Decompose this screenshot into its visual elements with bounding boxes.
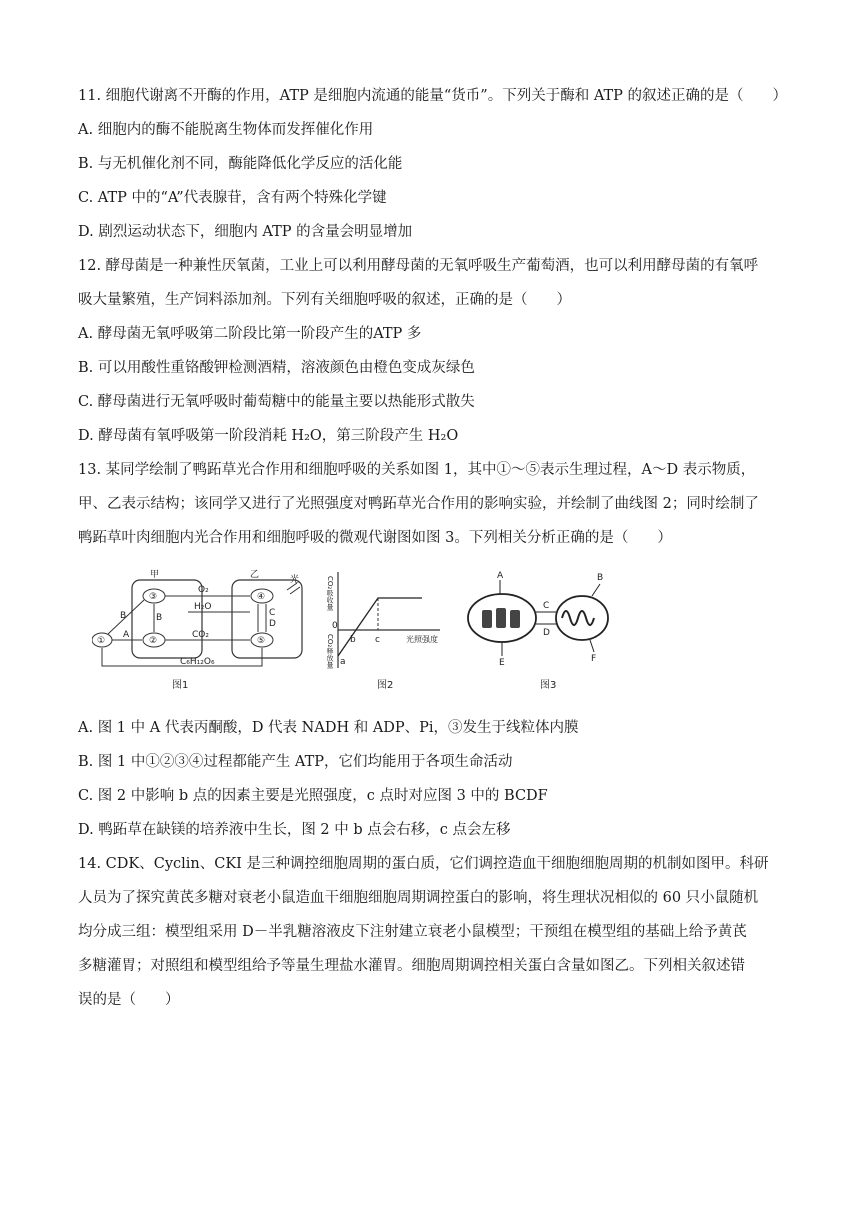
q14-stem-line-4: 多糖灌胃；对照组和模型组给予等量生理盐水灌胃。细胞周期调控相关蛋白含量如图乙。下列相关叙述错: [78, 958, 745, 974]
fig3-label-f: F: [591, 654, 597, 664]
q12-option-c: C. 酵母菌进行无氧呼吸时葡萄糖中的能量主要以热能形式散失: [78, 394, 475, 410]
q11-option-b: B. 与无机催化剂不同，酶能降低化学反应的活化能: [78, 156, 403, 172]
fig2-caption: 图2: [377, 680, 394, 691]
q12-option-d: D. 酵母菌有氧呼吸第一阶段消耗 H₂O，第三阶段产生 H₂O: [78, 428, 459, 444]
fig2-x-label: 光照强度: [406, 635, 438, 644]
q13-option-d: D. 鸭跖草在缺镁的培养液中生长，图 2 中 b 点会右移，c 点会左移: [78, 822, 511, 838]
q13-option-a: A. 图 1 中 A 代表丙酮酸，D 代表 NADH 和 ADP、Pi，③发生于线粒体内膜: [78, 720, 579, 736]
fig1-process-4: ④: [257, 592, 266, 602]
fig2-point-c: c: [375, 635, 380, 645]
fig3-caption: 图3: [540, 680, 557, 691]
fig1-process-2: ②: [149, 636, 158, 646]
fig2-y-label-down: CO₂释放量: [326, 634, 334, 669]
fig3-label-b: B: [597, 573, 604, 583]
figure-1: [92, 569, 302, 691]
fig3-label-e: E: [499, 658, 505, 668]
q12-stem-line-2: 吸大量繁殖，生产饲料添加剂。下列有关细胞呼吸的叙述，正确的是（ ）: [78, 292, 571, 308]
q12-option-a: A. 酵母菌无氧呼吸第二阶段比第一阶段产生的ATP 多: [78, 326, 422, 342]
q12-stem-line-1: 12. 酵母菌是一种兼性厌氧菌，工业上可以利用酵母菌的无氧呼吸生产葡萄酒，也可以利用酵母菌的有氧呼: [78, 258, 759, 274]
fig1-process-3: ③: [149, 592, 158, 602]
fig1-o2: O₂: [198, 585, 209, 595]
fig1-process-5: ⑤: [257, 636, 266, 646]
q13-figures: [92, 568, 612, 698]
q14-stem-line-5: 误的是（ ）: [78, 992, 180, 1008]
q13-stem-line-1: 13. 某同学绘制了鸭跖草光合作用和细胞呼吸的关系如图 1，其中①～⑤表示生理过程，A～D 表示物质，: [78, 462, 756, 478]
q11-option-d: D. 剧烈运动状态下，细胞内 ATP 的含量会明显增加: [78, 224, 413, 240]
fig2-y-label-up: CO₂吸收量: [326, 576, 334, 611]
fig2-point-a: a: [340, 657, 346, 667]
fig3-mitochondrion: [556, 596, 608, 640]
fig2-curve: [338, 598, 422, 656]
fig3-label-a: A: [497, 571, 504, 581]
fig1-label-light: 光: [290, 575, 300, 585]
fig1-caption: 图1: [172, 680, 189, 691]
q13-option-c: C. 图 2 中影响 b 点的因素主要是光照强度，c 点时对应图 3 中的 BCDF: [78, 788, 548, 804]
q11-stem: 11. 细胞代谢离不开酶的作用，ATP 是细胞内流通的能量“货币”。下列关于酶和 ATP 的叙述正确的是（ ）: [78, 88, 788, 104]
q13-stem-line-2: 甲、乙表示结构；该同学又进行了光照强度对鸭跖草光合作用的影响实验，并绘制了曲线图 2；同时绘制了: [78, 496, 759, 512]
q11-option-c: C. ATP 中的“A”代表腺苷，含有两个特殊化学键: [78, 190, 387, 206]
figure-3: [468, 571, 608, 691]
fig1-h2o: H₂O: [194, 602, 212, 612]
q14-stem-line-3: 均分成三组：模型组采用 D－半乳糖溶液皮下注射建立衰老小鼠模型；干预组在模型组的基础上给予黄芪: [78, 924, 747, 940]
q13-stem-line-3: 鸭跖草叶肉细胞内光合作用和细胞呼吸的微观代谢图如图 3。下列相关分析正确的是（ ）: [78, 530, 672, 546]
fig1-substance-a: A: [123, 630, 130, 640]
fig1-substance-b1: B: [120, 611, 127, 621]
fig1-label-jia: 甲: [150, 570, 160, 580]
fig1-glucose: C₆H₁₂O₆: [180, 657, 215, 667]
fig1-substance-c: C: [269, 608, 276, 618]
fig1-co2: CO₂: [192, 630, 209, 640]
fig2-point-b: b: [350, 635, 356, 645]
fig3-label-c: C: [543, 601, 550, 611]
fig2-origin: 0: [332, 621, 338, 631]
fig1-substance-b2: B: [156, 613, 163, 623]
fig1-structure-jia: [132, 580, 202, 658]
q14-stem-line-2: 人员为了探究黄芪多糖对衰老小鼠造血干细胞细胞周期调控蛋白的影响，将生理状况相似的 60 只小鼠随机: [78, 890, 759, 906]
q14-stem-line-1: 14. CDK、Cyclin、CKI 是三种调控细胞周期的蛋白质，它们调控造血干细胞细胞周期的机制如图甲。科研: [78, 856, 769, 872]
q11-option-a: A. 细胞内的酶不能脱离生物体而发挥催化作用: [78, 122, 374, 138]
fig1-process-1: ①: [97, 636, 106, 646]
q12-option-b: B. 可以用酸性重铬酸钾检测酒精，溶液颜色由橙色变成灰绿色: [78, 360, 475, 376]
fig1-label-yi: 乙: [250, 570, 260, 580]
fig3-label-d: D: [543, 628, 550, 638]
fig1-substance-d: D: [269, 619, 276, 629]
q13-option-b: B. 图 1 中①②③④过程都能产生 ATP，它们均能用于各项生命活动: [78, 754, 513, 770]
figure-2: [326, 572, 440, 691]
